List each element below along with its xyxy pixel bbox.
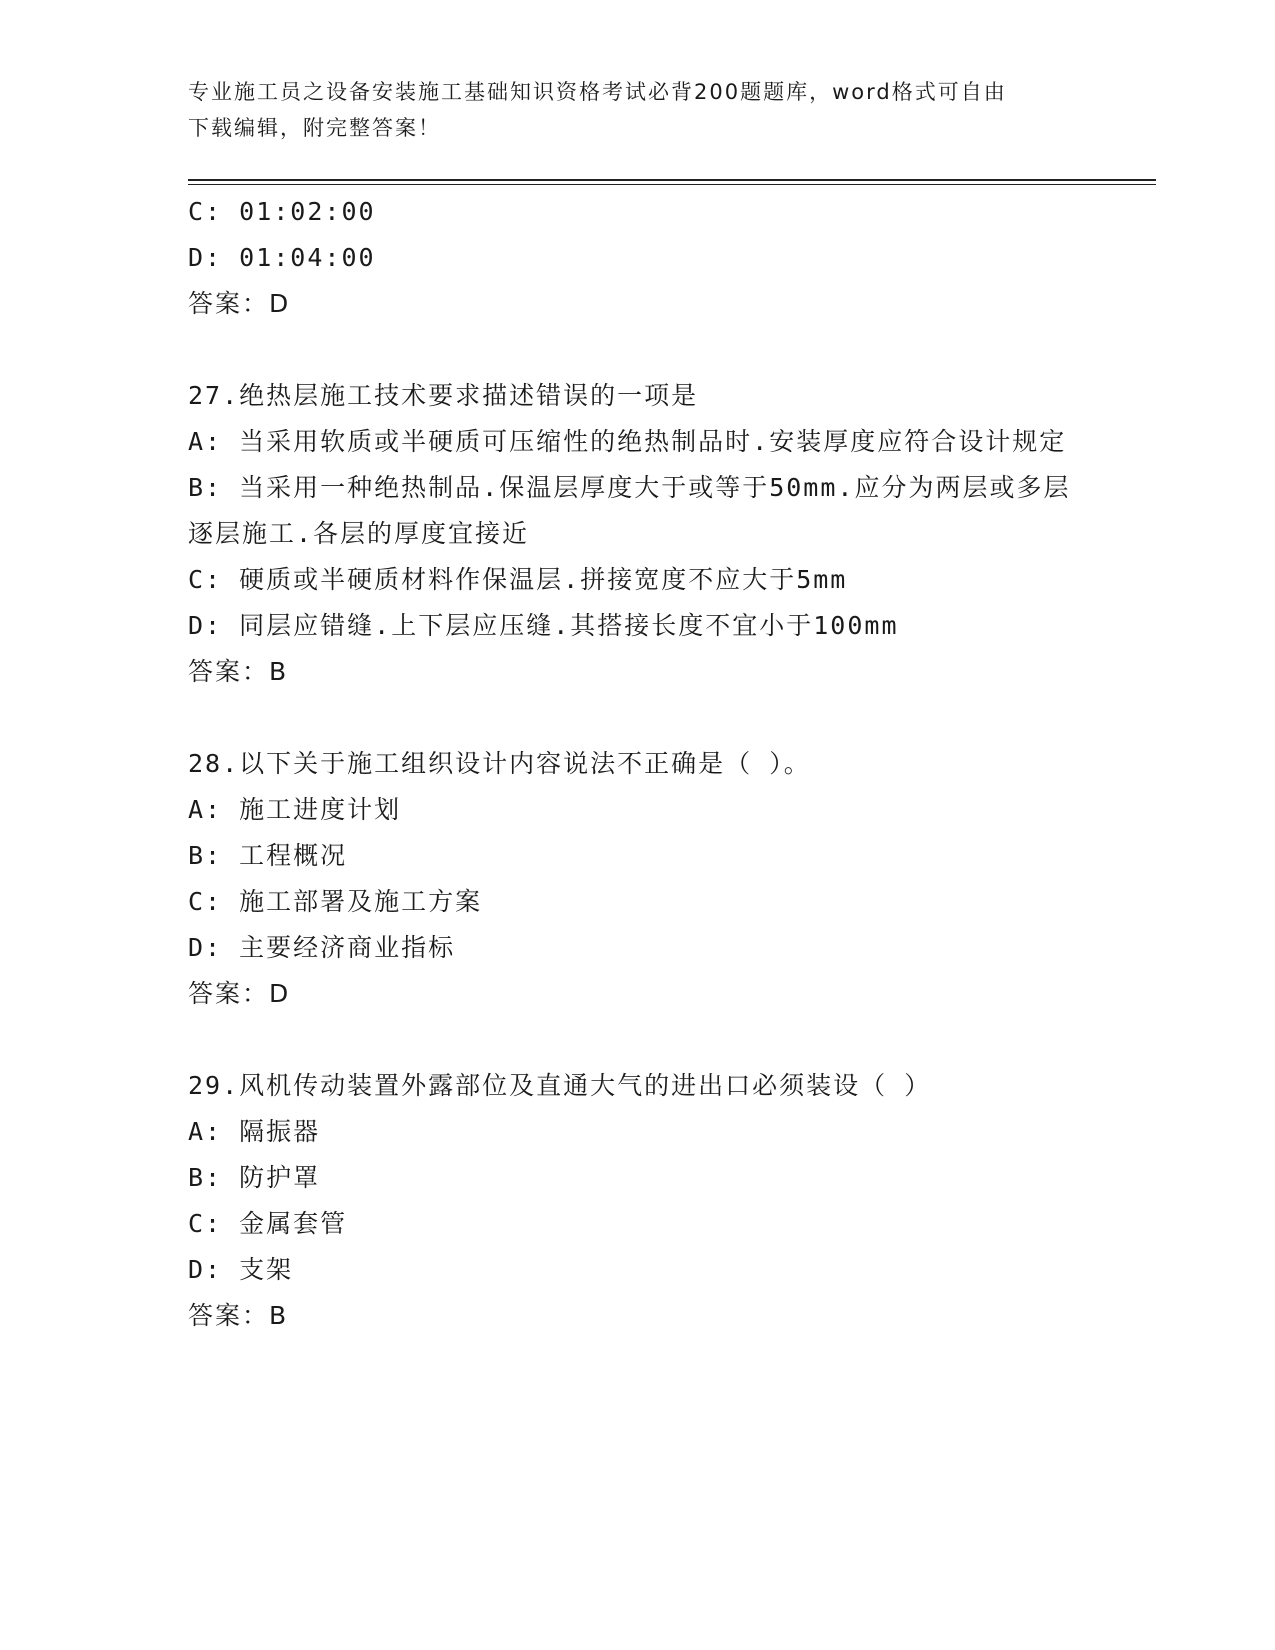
document-body — [188, 189, 1088, 1339]
option-d: D: 支架 — [188, 1255, 294, 1284]
header-divider-thin — [188, 184, 1156, 185]
option-d: D: 主要经济商业指标 — [188, 933, 456, 962]
header-divider-thick — [188, 179, 1156, 181]
spacer — [188, 327, 1088, 373]
question-block-28 — [188, 741, 1088, 1017]
option-b: B: 防护罩 — [188, 1163, 321, 1192]
question-title: 29.风机传动装置外露部位及直通大气的进出口必须装设（ ） — [188, 1071, 932, 1100]
option-b: B: 当采用一种绝热制品.保温层厚度大于或等于50mm.应分为两层或多层逐层施工.各层的厚度宜接近 — [188, 473, 1071, 548]
option-b: B: 工程概况 — [188, 841, 348, 870]
answer: 答案：B — [188, 657, 289, 686]
option-a: A: 施工进度计划 — [188, 795, 402, 824]
spacer — [188, 695, 1088, 741]
option-c: C: 金属套管 — [188, 1209, 348, 1238]
header-line-2: 下载编辑，附完整答案！ — [188, 116, 441, 140]
header-line-1: 专业施工员之设备安装施工基础知识资格考试必背200题题库，word格式可自由 — [188, 80, 1007, 104]
question-block-29 — [188, 1063, 1088, 1339]
question-block-27 — [188, 373, 1088, 695]
question-block-partial — [188, 189, 1088, 327]
option-d: D: 同层应错缝.上下层应压缝.其搭接长度不宜小于100mm — [188, 611, 899, 640]
option-a: A: 当采用软质或半硬质可压缩性的绝热制品时.安装厚度应符合设计规定 — [188, 427, 1067, 456]
option-c: C: 施工部署及施工方案 — [188, 887, 483, 916]
answer: 答案：B — [188, 1301, 289, 1330]
spacer — [188, 1017, 1088, 1063]
option-d: D: 01:04:00 — [188, 243, 376, 272]
option-c: C: 硬质或半硬质材料作保温层.拼接宽度不应大于5mm — [188, 565, 848, 594]
option-c: C: 01:02:00 — [188, 197, 376, 226]
answer: 答案：D — [188, 979, 291, 1008]
option-a: A: 隔振器 — [188, 1117, 321, 1146]
answer: 答案：D — [188, 289, 291, 318]
question-title: 27.绝热层施工技术要求描述错误的一项是 — [188, 381, 699, 410]
document-header — [188, 74, 1088, 146]
question-title: 28.以下关于施工组织设计内容说法不正确是（ ）。 — [188, 749, 811, 778]
